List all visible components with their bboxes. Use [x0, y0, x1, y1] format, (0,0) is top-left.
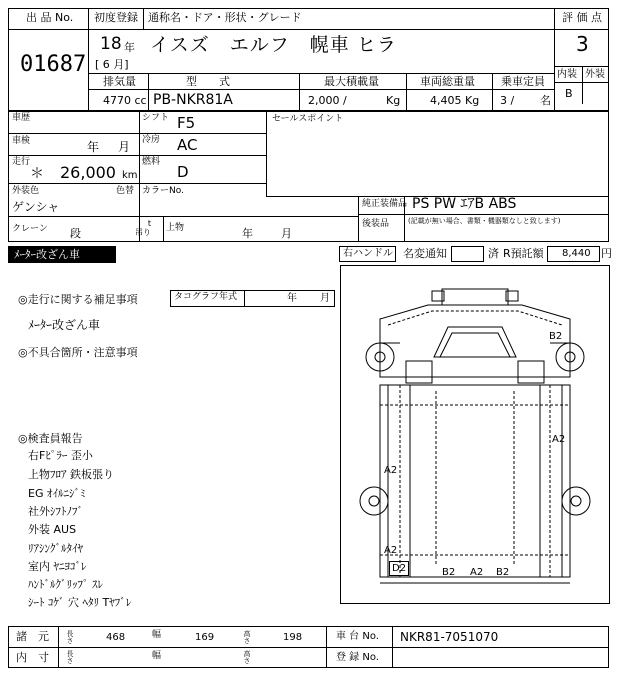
ac-value: AC	[177, 136, 198, 154]
mileage-unit: km	[122, 170, 138, 181]
ac-label: 冷房	[142, 135, 161, 145]
driving-remarks-label: ◎走行に関する補足事項	[18, 293, 138, 306]
inspector-line: ｼｰﾄ ｺｹﾞ 穴 ﾍﾀﾘ Tﾔﾌﾞﾚ	[28, 596, 132, 609]
capacity-unit: 名	[540, 94, 551, 107]
odometer-banner-text: ﾒｰﾀｰ改ざん車	[14, 248, 80, 261]
inspection-year: 年	[87, 140, 100, 154]
mark-a2-left-mid: A2	[384, 465, 398, 476]
name-label: 通称名・ドア・形状・グレード	[148, 11, 302, 24]
inspection-month: 月	[118, 140, 131, 154]
mileage-label: 走行	[12, 157, 31, 167]
max-load-value: 2,000 /	[308, 94, 347, 107]
history-label: 車歴	[12, 113, 31, 123]
mark-b2-bottom-right: B2	[496, 567, 510, 578]
fuel-value: D	[177, 163, 189, 181]
color-change-label: 色替	[116, 186, 135, 196]
name-change-box	[451, 246, 484, 262]
tachograph-year: 年	[287, 293, 297, 304]
inspector-line: ﾊﾝﾄﾞﾙｸﾞﾘｯﾌﾟ ｽﾚ	[28, 578, 103, 591]
in-length-label: 長さ	[66, 650, 74, 664]
overall-grade: 3	[576, 32, 589, 56]
tachograph-month: 月	[320, 293, 330, 304]
interior-label: 内装	[557, 69, 577, 80]
model-value: PB-NKR81A	[153, 92, 233, 108]
sales-point-label: セールスポイント	[272, 114, 344, 124]
mark-a2-left-low: A2	[384, 545, 398, 556]
driving-note: ﾒｰﾀｰ改ざん車	[28, 318, 101, 332]
inspector-line: 社外ｼﾌﾄﾉﾌﾞ	[28, 505, 83, 518]
uwamono-label: 上物	[166, 223, 185, 233]
inspector-line: 右Fﾋﾟﾗｰ 歪小	[28, 449, 93, 462]
inspector-line: EG ｵｲﾙﾆｼﾞﾐ	[28, 487, 86, 500]
first-reg-month: [ 6 月]	[95, 58, 129, 71]
length-label: 長さ	[66, 630, 74, 644]
model-label: 型 式	[186, 75, 230, 88]
mark-a2-right: A2	[552, 434, 566, 445]
height-value: 198	[283, 632, 303, 643]
truck-diagram	[340, 265, 610, 604]
capacity-label: 乗車定員	[501, 75, 545, 88]
in-width-label: 幅	[152, 651, 162, 661]
registration-label: 登 録 No.	[336, 652, 379, 663]
first-reg-label: 初度登録	[94, 11, 138, 24]
inspector-line: 上物ﾌﾛｱ 鉄板張り	[28, 468, 114, 481]
fuel-label: 燃料	[142, 157, 161, 167]
grade-label: 評 価 点	[562, 11, 602, 24]
equipment-value: PS PW ｴｱB ABS	[412, 196, 517, 212]
width-label: 幅	[152, 630, 162, 640]
max-load-label: 最大積載量	[324, 75, 379, 88]
in-height-label: 高さ	[243, 650, 251, 664]
inspector-line: ﾘｱｼﾝｸﾞﾙﾀｲﾔ	[28, 542, 83, 555]
chassis-value: NKR81-7051070	[400, 630, 499, 644]
crane-label: クレーン	[12, 224, 48, 234]
mileage-mark: ＊	[30, 166, 44, 182]
lot-number: 01687	[20, 52, 87, 77]
retrofit-note: (記載が無い場合、書類・機器類なしと致します)	[408, 217, 561, 225]
displacement-value: 4770 cc	[103, 94, 147, 107]
color-value: ゲンシャ	[12, 200, 60, 214]
inspector-label: ◎検査員報告	[18, 432, 83, 445]
width-value: 169	[195, 632, 215, 643]
lot-label: 出 品 No.	[26, 11, 74, 24]
crane-lift: t 吊り	[135, 219, 151, 237]
exterior-label: 外装	[585, 69, 605, 80]
displacement-label: 排気量	[103, 75, 136, 88]
mark-d2: D2	[392, 563, 407, 574]
gross-weight-label: 車両総重量	[420, 75, 475, 88]
chassis-label: 車 台 No.	[336, 631, 379, 642]
vehicle-name: イスズ エルフ 幌車 ヒラ	[150, 34, 397, 56]
recycle-unit: 円	[601, 247, 612, 260]
height-label: 高さ	[243, 630, 251, 644]
mark-a2-bottom: A2	[470, 567, 484, 578]
mileage-value: 26,000	[60, 163, 116, 182]
color-label: 外装色	[12, 186, 40, 196]
defects-label: ◎不具合箇所・注意事項	[18, 346, 138, 359]
color-code-label: カラーNo.	[142, 186, 184, 196]
recycle-done: 済	[488, 247, 499, 260]
crane-stage: 段	[70, 227, 81, 240]
name-change-label: 名変通知	[403, 247, 447, 260]
interior-grade: B	[565, 87, 573, 100]
shift-label: シフト	[142, 113, 170, 123]
uwamono-month: 月	[281, 227, 292, 240]
inspector-line: 室内 ﾔﾆﾖｺﾞﾚ	[28, 560, 87, 573]
year-unit: 年	[124, 41, 135, 54]
internal-label: 内 寸	[16, 651, 49, 664]
first-reg-year: 18	[100, 34, 122, 54]
recycle-fee: 8,440	[562, 248, 591, 259]
handle-label: 右ハンドル	[343, 248, 393, 259]
tachograph-label: タコグラフ年式	[174, 292, 238, 302]
shift-value: F5	[177, 114, 196, 132]
mark-b2-top-right: B2	[549, 331, 563, 342]
length-value: 468	[106, 632, 126, 643]
recycle-fee-label: R預託額	[503, 247, 544, 260]
max-load-unit: Kg	[386, 94, 401, 107]
inspection-label: 車検	[12, 136, 31, 146]
inspector-line: 外装 AUS	[28, 523, 77, 536]
mark-b2-bottom-left: B2	[442, 567, 456, 578]
gross-weight-value: 4,405 Kg	[430, 94, 480, 107]
retrofit-label: 後装品	[362, 219, 390, 229]
equipment-label: 純正装備品	[362, 199, 408, 209]
uwamono-year: 年	[242, 227, 253, 240]
dims-label: 諸 元	[16, 630, 49, 643]
capacity-value: 3 /	[500, 94, 515, 107]
